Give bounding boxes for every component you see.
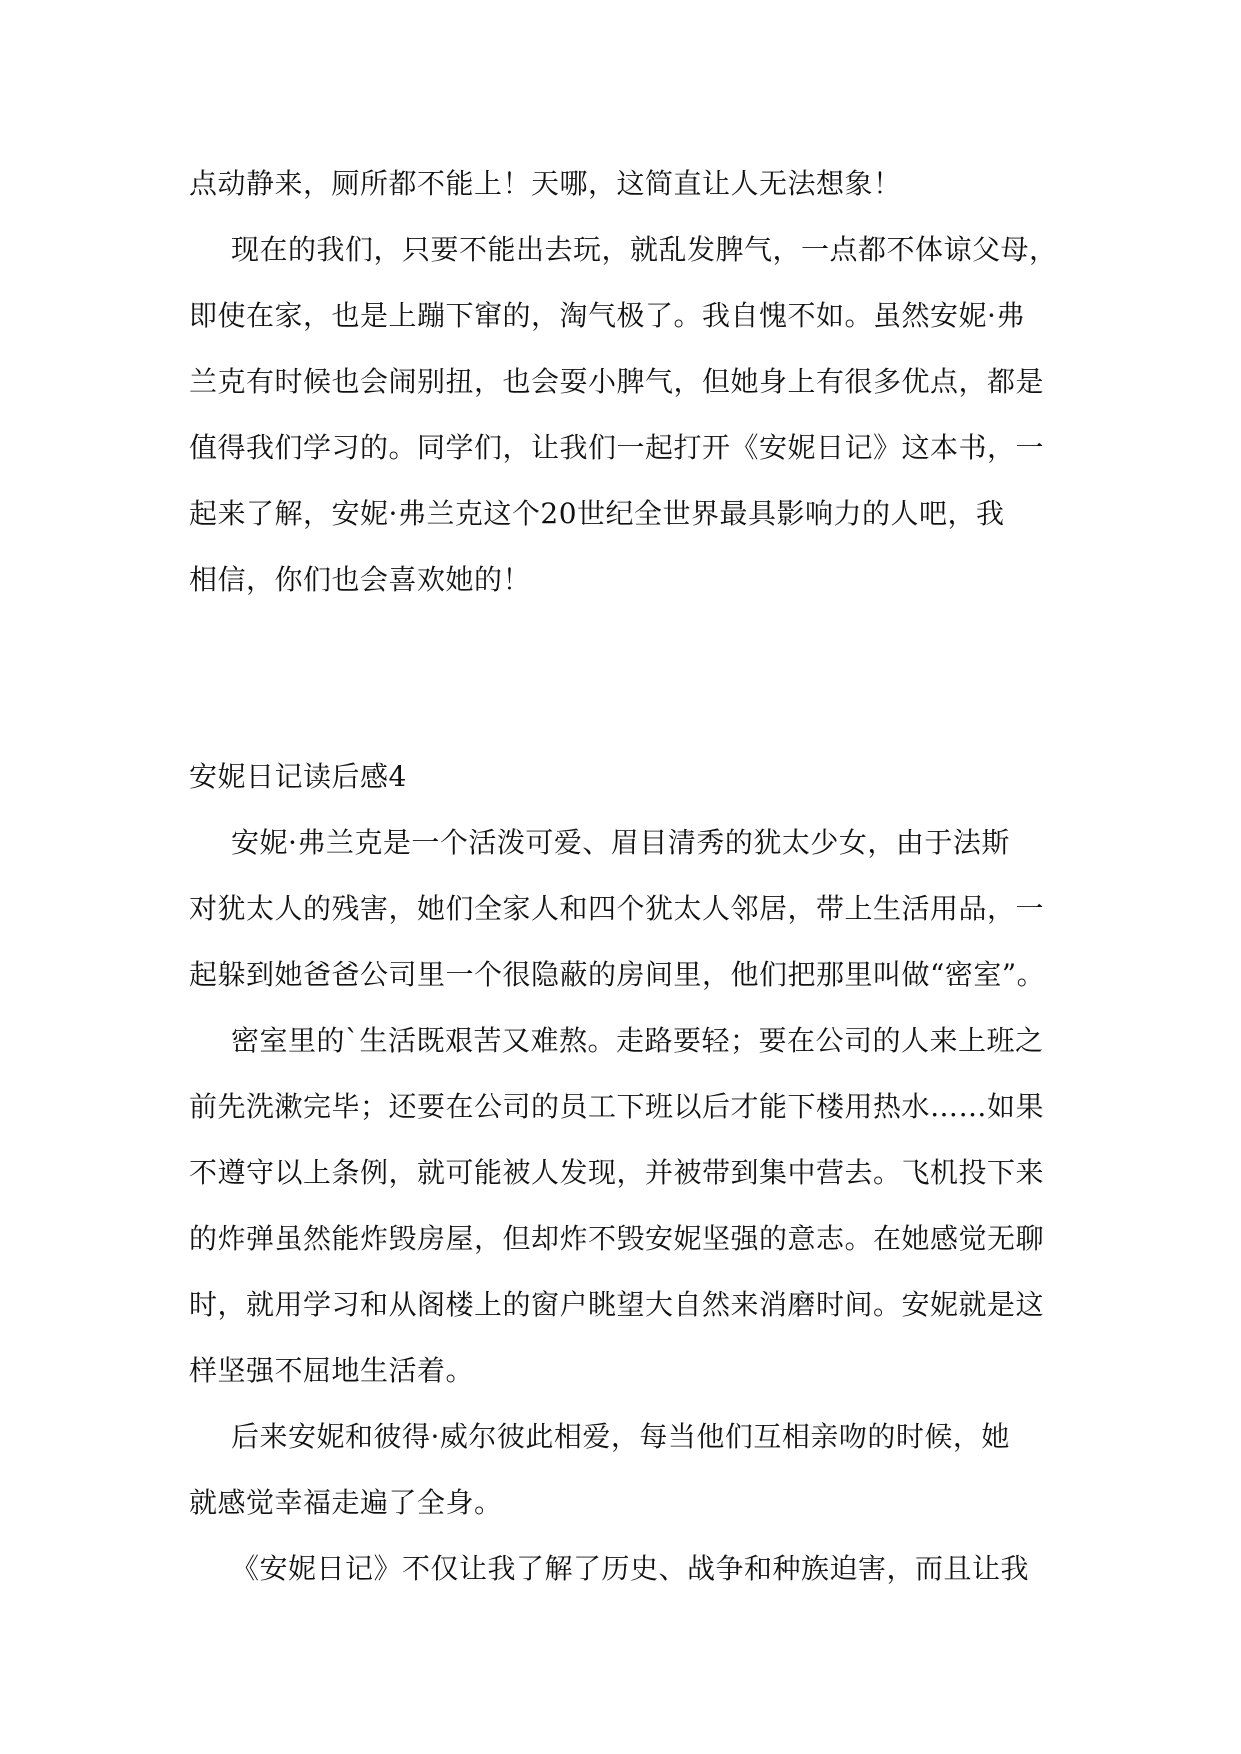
paragraph-line: 安妮·弗兰克是一个活泼可爱、眉目清秀的犹太少女，由于法斯 [231, 826, 1010, 859]
section-title-block [189, 744, 1069, 810]
paragraph-line: 现在的我们，只要不能出去玩，就乱发脾气，一点都不体谅父母， [231, 233, 1058, 266]
paragraph-line: 后来安妮和彼得·威尔彼此相爱，每当他们互相亲吻的时候，她 [231, 1420, 1010, 1453]
paragraph-line: 值得我们学习的。同学们，让我们一起打开《安妮日记》这本书，一 [189, 431, 1045, 464]
paragraph-line: 兰克有时候也会闹别扭，也会耍小脾气，但她身上有很多优点，都是 [189, 365, 1045, 398]
top-text-block [189, 151, 1069, 613]
section-title: 安妮日记读后感4 [189, 760, 407, 793]
paragraph-line: 起来了解，安妮·弗兰克这个20世纪全世界最具影响力的人吧，我 [189, 497, 1005, 530]
paragraph-line: 即使在家，也是上蹦下窜的，淘气极了。我自愧不如。虽然安妮·弗 [189, 299, 1025, 332]
paragraph-line: 密室里的`生活既艰苦又难熬。走路要轻；要在公司的人来上班之 [231, 1024, 1044, 1057]
paragraph-line: 起躲到她爸爸公司里一个很隐蔽的房间里，他们把那里叫做“密室”。 [189, 958, 1046, 991]
paragraph-line: 相信，你们也会喜欢她的！ [189, 563, 532, 596]
paragraph-line: 时，就用学习和从阁楼上的窗户眺望大自然来消磨时间。安妮就是这 [189, 1288, 1045, 1321]
body-text-block [189, 810, 1069, 1602]
paragraph-line: 就感觉幸福走遍了全身。 [189, 1486, 503, 1519]
paragraph-line: 对犹太人的残害，她们全家人和四个犹太人邻居，带上生活用品，一 [189, 892, 1045, 925]
paragraph-line: 点动静来，厕所都不能上！天哪，这简直让人无法想象！ [189, 167, 902, 200]
paragraph-line: 前先洗漱完毕；还要在公司的员工下班以后才能下楼用热水……如果 [189, 1090, 1045, 1123]
paragraph-line: 的炸弹虽然能炸毁房屋，但却炸不毁安妮坚强的意志。在她感觉无聊 [189, 1222, 1045, 1255]
paragraph-line: 样坚强不屈地生活着。 [189, 1354, 475, 1387]
paragraph-line: 《安妮日记》不仅让我了解了历史、战争和种族迫害，而且让我 [231, 1552, 1030, 1585]
paragraph-line: 不遵守以上条例，就可能被人发现，并被带到集中营去。飞机投下来 [189, 1156, 1045, 1189]
